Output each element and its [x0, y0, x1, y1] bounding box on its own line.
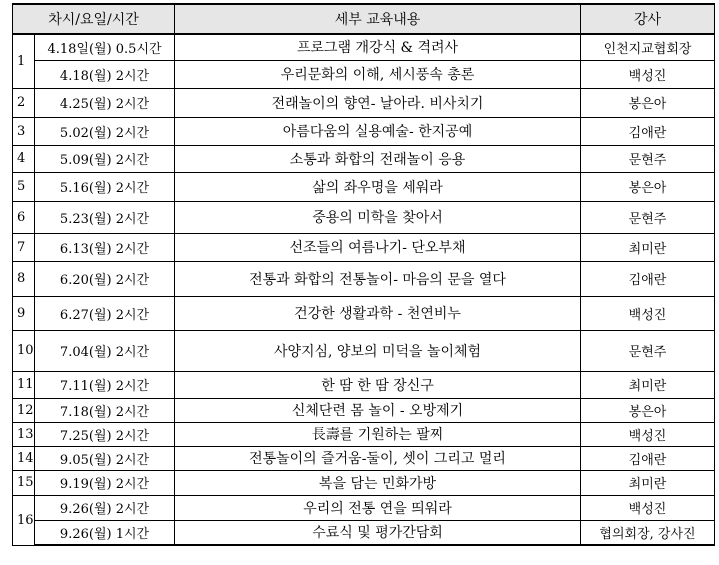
session-content: 삶의 좌우명을 세워라: [175, 172, 581, 201]
table-row: [13, 233, 715, 261]
session-content: 신체단련 몸 놀이 - 오방제기: [175, 398, 581, 422]
session-date: 6.20(월) 2시간: [35, 261, 175, 296]
session-number: 14: [13, 446, 35, 470]
table-row: [13, 60, 715, 88]
session-date: 7.11(월) 2시간: [35, 371, 175, 398]
session-date: 5.23(월) 2시간: [35, 201, 175, 233]
session-number: 4: [13, 145, 35, 172]
session-teacher: 최미란: [581, 371, 715, 398]
session-content: 건강한 생활과학 - 천연비누: [175, 296, 581, 330]
schedule-table: [12, 3, 715, 546]
session-teacher: 봉은아: [581, 88, 715, 117]
session-number: 8: [13, 261, 35, 296]
session-number: 6: [13, 201, 35, 233]
session-number: 11: [13, 371, 35, 398]
session-teacher: 봉은아: [581, 172, 715, 201]
session-number: 12: [13, 398, 35, 422]
session-number: 10: [13, 330, 35, 371]
session-date: 5.16(월) 2시간: [35, 172, 175, 201]
table-row: [13, 296, 715, 330]
session-date: 5.02(월) 2시간: [35, 117, 175, 145]
table-row: [13, 446, 715, 470]
session-date: 5.09(월) 2시간: [35, 145, 175, 172]
session-content: 중용의 미학을 찾아서: [175, 201, 581, 233]
session-date: 7.18(월) 2시간: [35, 398, 175, 422]
session-number: 7: [13, 233, 35, 261]
table-row: [13, 261, 715, 296]
session-content: 우리의 전통 연을 띄워라: [175, 495, 581, 520]
session-teacher: 백성진: [581, 296, 715, 330]
table-row: [13, 422, 715, 446]
session-content: 복을 담는 민화가방: [175, 470, 581, 495]
session-teacher: 김애란: [581, 261, 715, 296]
session-teacher: 백성진: [581, 495, 715, 520]
table-row: [13, 398, 715, 422]
session-date: 9.26(월) 1시간: [35, 520, 175, 545]
session-teacher: 최미란: [581, 233, 715, 261]
session-teacher: 김애란: [581, 446, 715, 470]
session-teacher: 김애란: [581, 117, 715, 145]
table-row: [13, 88, 715, 117]
session-number: 13: [13, 422, 35, 446]
session-teacher: 문현주: [581, 145, 715, 172]
table-row: [13, 330, 715, 371]
session-teacher: 문현주: [581, 330, 715, 371]
header-teacher: 강사: [581, 4, 715, 34]
session-content: 한 땀 한 땀 장신구: [175, 371, 581, 398]
session-content: 소통과 화합의 전래놀이 응용: [175, 145, 581, 172]
session-date: 9.05(월) 2시간: [35, 446, 175, 470]
session-number: 16: [13, 495, 35, 545]
session-content: 수료식 및 평가간담회: [175, 520, 581, 545]
session-content: 전래놀이의 향연- 날아라. 비사치기: [175, 88, 581, 117]
session-content: 長壽를 기원하는 팔찌: [175, 422, 581, 446]
session-date: 7.25(월) 2시간: [35, 422, 175, 446]
session-date: 4.25(월) 2시간: [35, 88, 175, 117]
session-number: 1: [13, 34, 35, 88]
session-content: 우리문화의 이해, 세시풍속 총론: [175, 60, 581, 88]
session-content: 선조들의 여름나기- 단오부채: [175, 233, 581, 261]
session-content: 전통놀이의 즐거움-둘이, 셋이 그리고 멀리: [175, 446, 581, 470]
table-row: [13, 371, 715, 398]
session-number: 9: [13, 296, 35, 330]
session-date: 7.04(월) 2시간: [35, 330, 175, 371]
session-date: 6.27(월) 2시간: [35, 296, 175, 330]
session-content: 아름다움의 실용예술- 한지공예: [175, 117, 581, 145]
header-row: [13, 4, 715, 34]
session-teacher: 협의회장, 강사진: [581, 520, 715, 545]
table-row: [13, 520, 715, 545]
session-number: 5: [13, 172, 35, 201]
session-date: 6.13(월) 2시간: [35, 233, 175, 261]
header-content: 세부 교육내용: [175, 4, 581, 34]
session-content: 사양지심, 양보의 미덕을 놀이체험: [175, 330, 581, 371]
table-row: [13, 470, 715, 495]
session-date: 9.26(월) 2시간: [35, 495, 175, 520]
session-teacher: 봉은아: [581, 398, 715, 422]
table-row: [13, 145, 715, 172]
session-date: 4.18(월) 2시간: [35, 60, 175, 88]
table-row: [13, 172, 715, 201]
session-teacher: 문현주: [581, 201, 715, 233]
session-number: 3: [13, 117, 35, 145]
header-session: 차시/요일/시간: [13, 4, 175, 34]
table-row: [13, 117, 715, 145]
session-content: 프로그램 개강식 & 격려사: [175, 34, 581, 60]
session-date: 9.19(월) 2시간: [35, 470, 175, 495]
session-teacher: 최미란: [581, 470, 715, 495]
session-content: 전통과 화합의 전통놀이- 마음의 문을 열다: [175, 261, 581, 296]
session-teacher: 인천지교협회장: [581, 34, 715, 60]
session-number: 2: [13, 88, 35, 117]
session-teacher: 백성진: [581, 422, 715, 446]
table-row: [13, 201, 715, 233]
session-date: 4.18일(월) 0.5시간: [35, 34, 175, 60]
session-number: 15: [13, 470, 35, 495]
table-row: [13, 34, 715, 60]
table-row: [13, 495, 715, 520]
session-teacher: 백성진: [581, 60, 715, 88]
